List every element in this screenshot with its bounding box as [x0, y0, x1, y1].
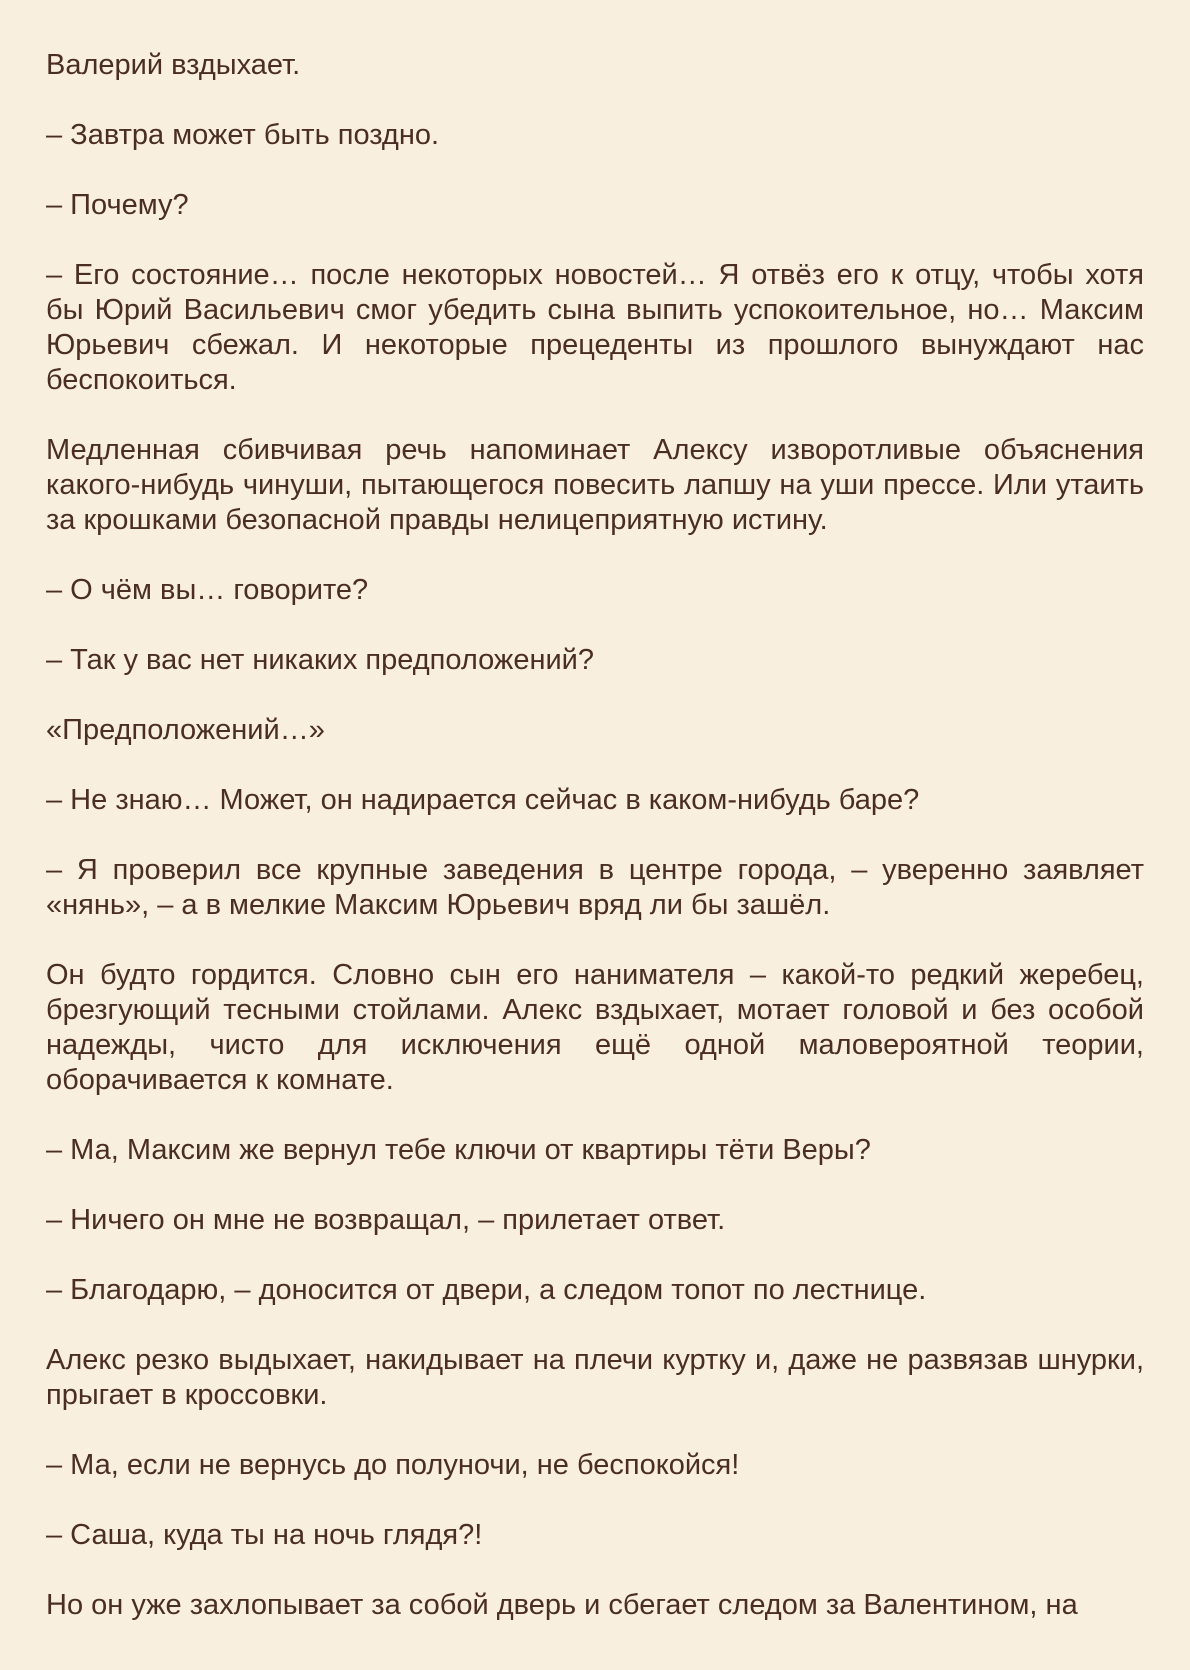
paragraph-13: – Ничего он мне не возвращал, – прилетает ответ.: [46, 1204, 726, 1236]
paragraph-11: Он будто гордится. Словно сын его нанимателя – какой-то редкий жеребец, брезгующий тесными стойлами. Алекс вздыхает, мотает головой и без особой надежды, чисто для исключения ещё одной маловероятной теории, оборачивается к комнате.: [46, 959, 1144, 1096]
paragraph-10: – Я проверил все крупные заведения в центре города, – уверенно заявляет «нянь», – а в мелкие Максим Юрьевич вряд ли бы зашёл.: [46, 854, 1144, 921]
paragraph-18: Но он уже захлопывает за собой дверь и сбегает следом за Валентином, на: [46, 1589, 1078, 1621]
paragraph-7: – Так у вас нет никаких предположений?: [46, 644, 594, 676]
paragraph-3: – Почему?: [46, 189, 189, 221]
paragraph-2: – Завтра может быть поздно.: [46, 119, 440, 151]
paragraph-12: – Ма, Максим же вернул тебе ключи от квартиры тёти Веры?: [46, 1134, 871, 1166]
paragraph-9: – Не знаю… Может, он надирается сейчас в каком-нибудь баре?: [46, 784, 920, 816]
paragraph-4: – Его состояние… после некоторых новостей… Я отвёз его к отцу, чтобы хотя бы Юрий Васильевич смог убедить сына выпить успокоительное, но… Максим Юрьевич сбежал. И некоторые прецеденты из прошлого вынуждают нас беспокоиться.: [46, 259, 1144, 396]
paragraph-15: Алекс резко выдыхает, накидывает на плечи куртку и, даже не развязав шнурки, прыгает в кроссовки.: [46, 1344, 1144, 1411]
paragraph-6: – О чём вы… говорите?: [46, 574, 369, 606]
paragraph-1: Валерий вздыхает.: [46, 49, 301, 81]
paragraph-14: – Благодарю, – доносится от двери, а следом топот по лестнице.: [46, 1274, 927, 1306]
document-page: [46, 48, 1144, 1658]
paragraph-17: – Саша, куда ты на ночь глядя?!: [46, 1519, 483, 1551]
paragraph-16: – Ма, если не вернусь до полуночи, не беспокойся!: [46, 1449, 740, 1481]
paragraph-8: «Предположений…»: [46, 714, 325, 746]
paragraph-5: Медленная сбивчивая речь напоминает Алексу изворотливые объяснения какого-нибудь чинуши, пытающегося повесить лапшу на уши прессе. Или утаить за крошками безопасной правды нелицеприятную истину.: [46, 434, 1144, 536]
